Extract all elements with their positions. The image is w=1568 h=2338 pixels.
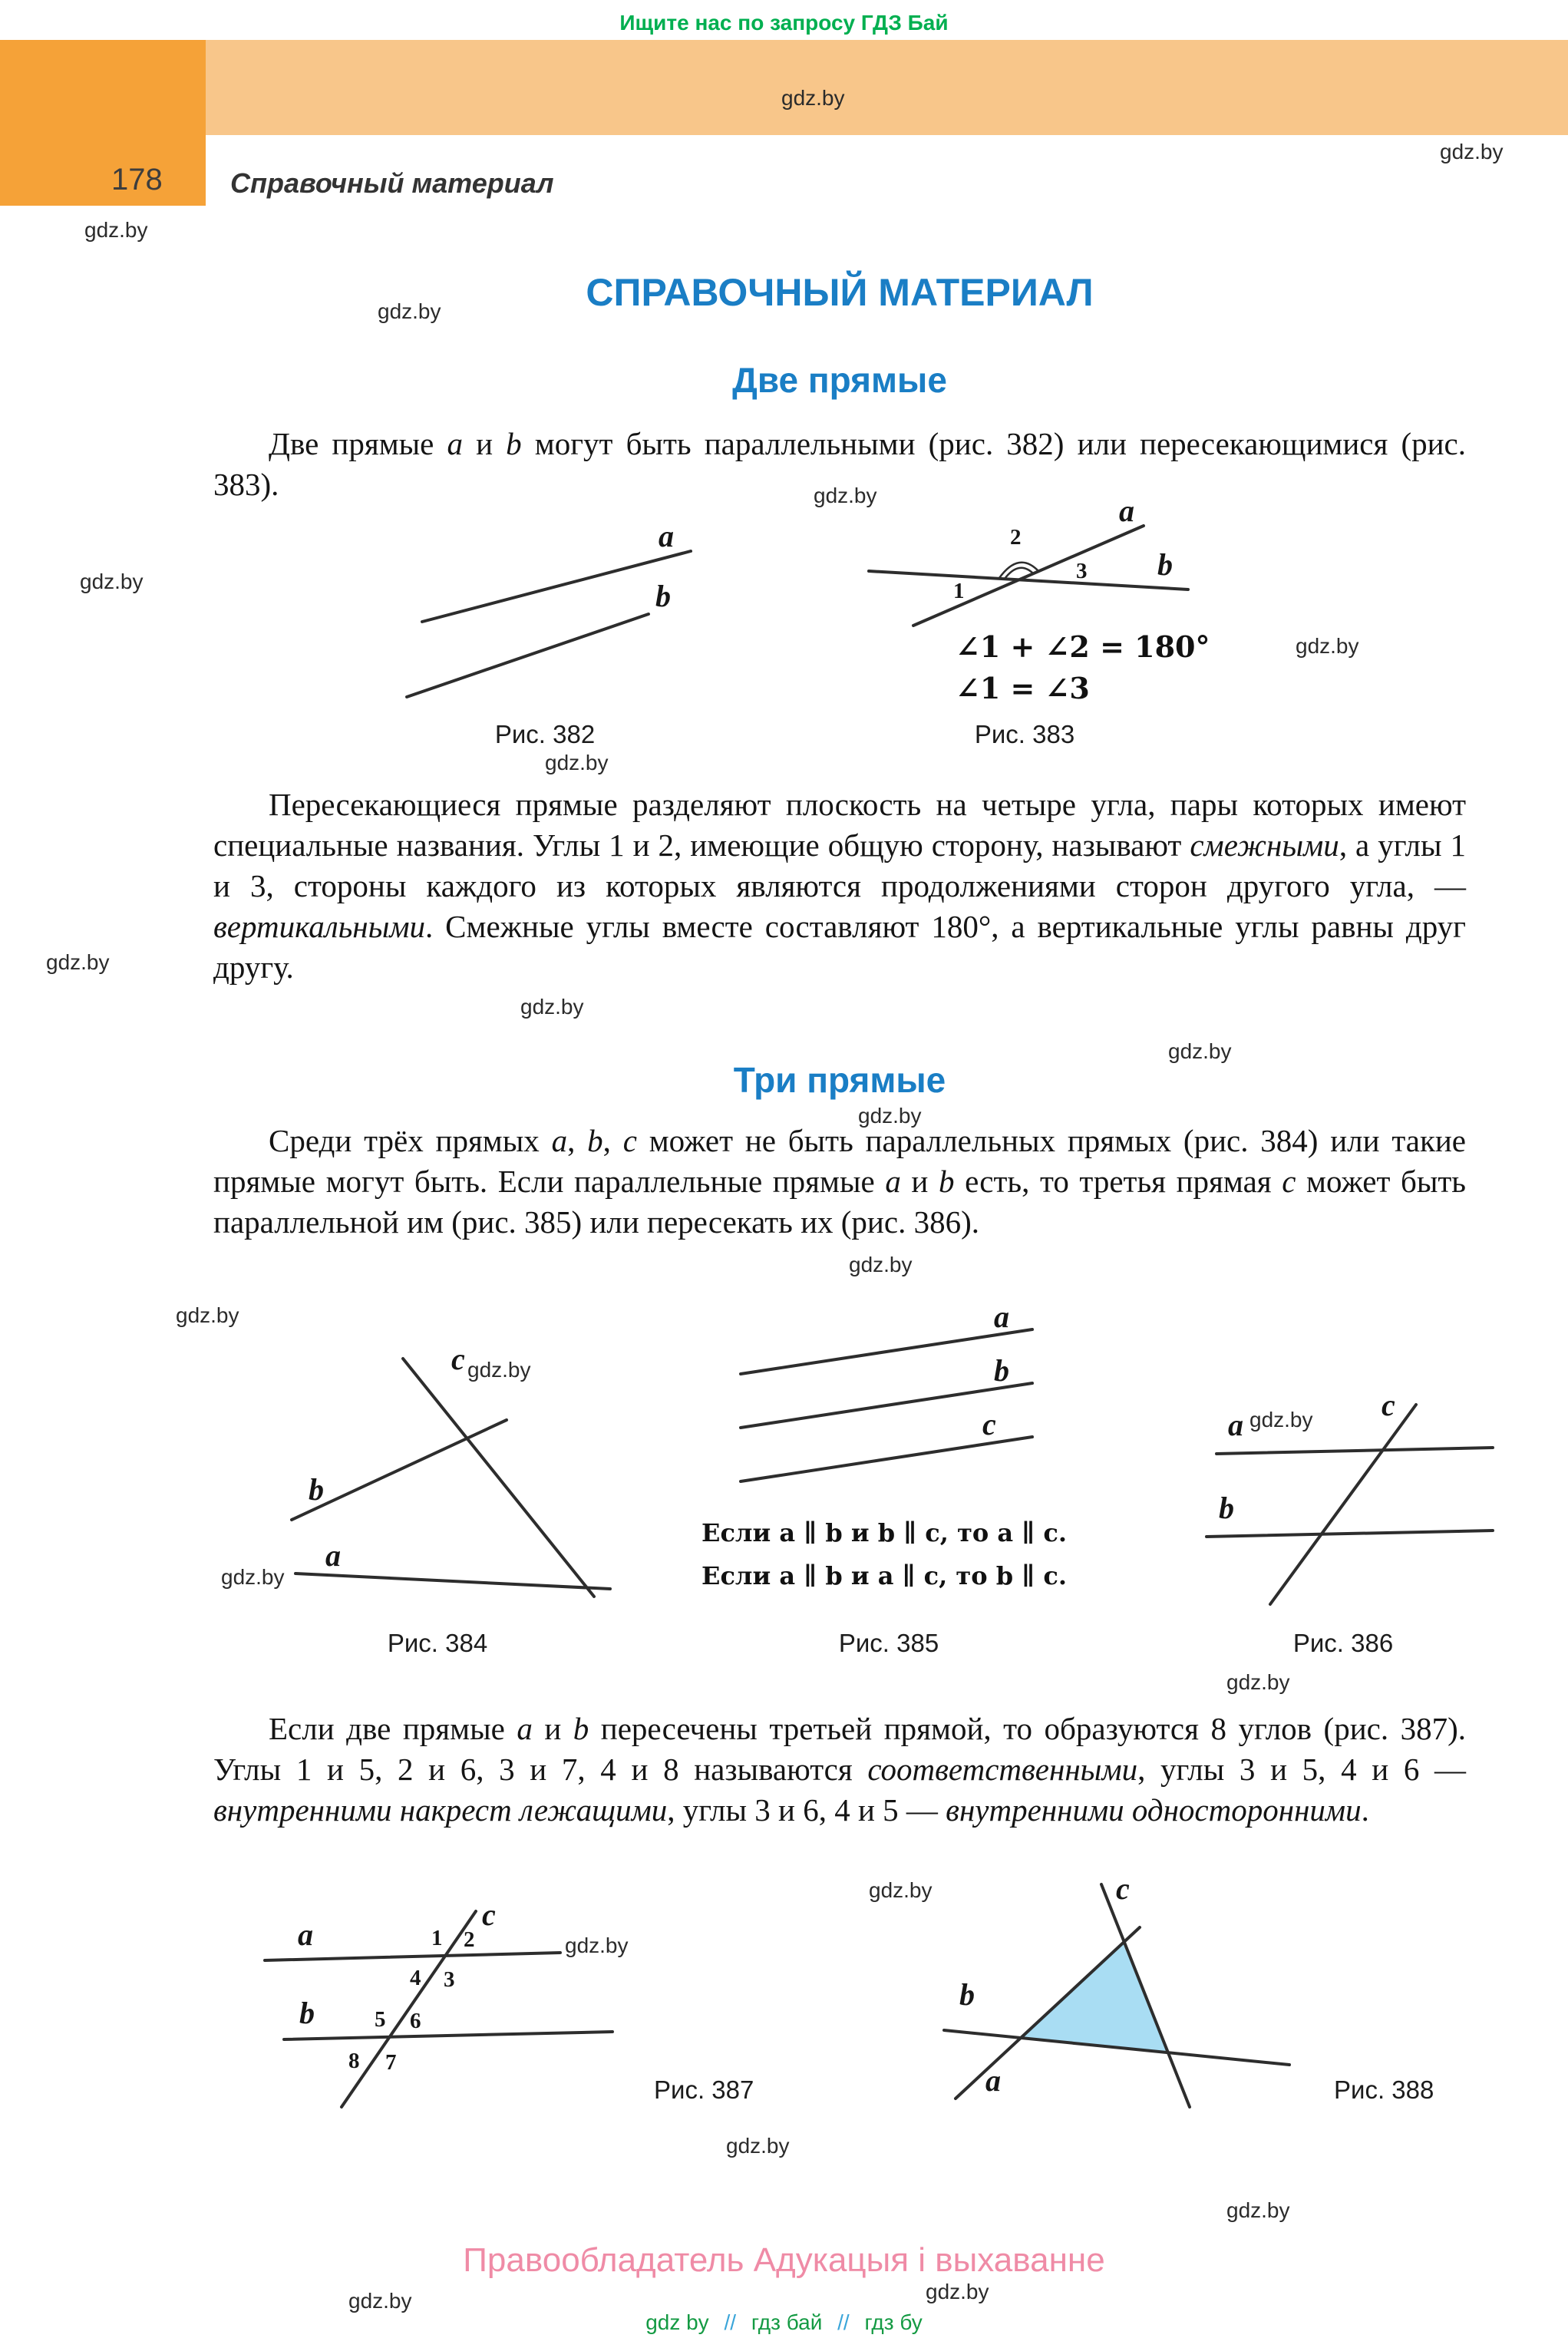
angle-arc [999, 563, 1039, 578]
line-a [422, 551, 691, 622]
figure-382-drawing [376, 530, 714, 714]
text-segment: . Смежные углы вместе составляют 180°, а вертикальные углы равны друг другу. [213, 909, 1466, 985]
gdzby-watermark: gdz.by [46, 950, 110, 974]
line-a [741, 1329, 1032, 1374]
label-b: b [1157, 547, 1173, 582]
text-segment: b [573, 1711, 589, 1746]
text-segment: a [517, 1711, 533, 1746]
label-c: c [482, 1897, 496, 1932]
label-c: c [451, 1342, 465, 1376]
gdzby-watermark: gdz.by [221, 1565, 285, 1589]
gdzby-watermark: gdz.by [1296, 634, 1359, 658]
text-segment: вертикальными [213, 909, 426, 944]
line-b [292, 1420, 507, 1520]
figure-385-caption: Рис. 385 [838, 1629, 939, 1657]
angle-arc [1005, 568, 1034, 579]
figure-383-drawing [860, 503, 1243, 649]
gdzby-watermark: gdz.by [520, 995, 584, 1019]
line-b [869, 571, 1188, 589]
angle-formula-equal: ∠1 = ∠3 [956, 671, 1090, 705]
line-c [741, 1437, 1032, 1481]
footer-separator: // [837, 2310, 850, 2334]
text-segment: и [532, 1711, 573, 1746]
text-segment: пересечены третьей прямой, то образуются 8 углов (рис. 387). Углы 1 и 5, 2 и 6, 3 и 7, 4 и 8 называются [213, 1711, 1466, 1787]
footer-link-gdz-by[interactable]: gdz by [645, 2310, 709, 2334]
text-segment: может быть параллельной им (рис. 385) или пересекать их (рис. 386). [213, 1164, 1466, 1240]
top-banner: Ищите нас по запросу ГДЗ Бай [619, 11, 949, 35]
text-segment: внутренними накрест лежащими [213, 1792, 668, 1828]
text-segment: , углы 3 и 5, 4 и 6 — [1137, 1752, 1466, 1787]
text-segment: . [1361, 1792, 1369, 1828]
gdzby-watermark: gdz.by [1226, 1670, 1290, 1694]
section-heading-two-lines: Две прямые [732, 360, 947, 400]
gdzby-watermark: gdz.by [1226, 2198, 1290, 2222]
line-a [265, 1953, 560, 1960]
gdzby-watermark: gdz.by [1168, 1039, 1232, 1063]
text-segment: соответственными [867, 1752, 1138, 1787]
text-segment: b [506, 426, 522, 461]
figure-386-drawing [1197, 1389, 1535, 1612]
text-segment: a [551, 1123, 568, 1158]
gdzby-watermark: gdz.by [926, 2280, 989, 2303]
text-segment: a [447, 426, 463, 461]
angle-number-1: 1 [953, 579, 965, 603]
text-segment: Среди трёх прямых [269, 1123, 552, 1158]
text-segment: , а углы 1 и 3, стороны каждого из которых являются продолжениями сторон другого угла, — [213, 827, 1466, 903]
gdzby-watermark: gdz.by [565, 1933, 629, 1957]
label-b: b [309, 1472, 324, 1507]
main-title: СПРАВОЧНЫЙ МАТЕРИАЛ [586, 271, 1094, 314]
section-heading-three-lines: Три прямые [733, 1060, 946, 1100]
text-segment: Пересекающиеся прямые разделяют плоскость на четыре угла, пары которых имеют специальные названия. Углы 1 и 2, имеющие общую сторону, называют [213, 787, 1466, 863]
figure-387-drawing [253, 1888, 637, 2118]
header-title: Справочный материал [230, 167, 554, 199]
text-segment: и [900, 1164, 939, 1199]
angle-number-3: 3 [1076, 559, 1088, 583]
angle-number-7: 7 [385, 2050, 397, 2075]
gdzby-watermark: gdz.by [849, 1253, 913, 1276]
figure-382-caption: Рис. 382 [494, 720, 596, 748]
label-a: a [985, 2063, 1001, 2098]
figure-386-caption: Рис. 386 [1292, 1629, 1394, 1657]
label-a: a [298, 1917, 313, 1952]
gdzby-watermark: gdz.by [726, 2134, 790, 2158]
label-a: a [659, 530, 674, 553]
parallel-rule-2: Если a ∥ b и a ∥ c, то b ∥ c. [701, 1561, 1067, 1590]
angle-number-6: 6 [410, 2009, 421, 2033]
gdzby-watermark: gdz.by [814, 484, 877, 507]
figure-387-caption: Рис. 387 [654, 2075, 754, 2104]
label-b: b [655, 579, 671, 613]
line-a [1216, 1448, 1493, 1454]
page-number: 178 [111, 163, 163, 196]
text-segment: Если две прямые [269, 1711, 517, 1746]
label-b: b [959, 1977, 975, 2012]
label-c: c [1116, 1871, 1130, 1906]
gdzby-watermark: gdz.by [467, 1358, 531, 1382]
figure-385-drawing [729, 1309, 1051, 1493]
label-b: b [299, 1996, 315, 2030]
paragraph-three-lines [213, 1121, 1466, 1243]
gdzby-watermark: gdz.by [869, 1878, 933, 1902]
text-segment: b [587, 1123, 603, 1158]
footer-link-gdz-bai[interactable]: гдз бай [751, 2310, 823, 2334]
text-segment: a [885, 1164, 901, 1199]
footer-separator: // [724, 2310, 737, 2334]
text-segment: b [938, 1164, 955, 1199]
angle-number-3: 3 [444, 1967, 455, 1992]
angle-number-5: 5 [375, 2007, 386, 2032]
angle-number-8: 8 [348, 2049, 360, 2073]
copyright-line: Правообладатель Адукацыя і выхаванне [463, 2241, 1105, 2279]
label-b: b [1219, 1491, 1234, 1525]
line-b [1207, 1531, 1493, 1537]
figure-383-caption: Рис. 383 [974, 720, 1075, 748]
gdzby-watermark: gdz.by [1249, 1408, 1313, 1432]
figure-384-caption: Рис. 384 [387, 1629, 488, 1657]
gdzby-watermark: gdz.by [781, 86, 845, 110]
angle-number-2: 2 [1010, 525, 1022, 550]
paragraph-eight-angles [213, 1709, 1466, 1831]
figure-384-drawing [261, 1320, 629, 1612]
label-c: c [1381, 1389, 1395, 1422]
footer-links [0, 2310, 1568, 2335]
figure-388-drawing [921, 1865, 1305, 2118]
gdzby-watermark: gdz.by [80, 570, 144, 593]
label-a: a [325, 1538, 341, 1573]
label-c: c [982, 1407, 996, 1441]
angle-number-4: 4 [410, 1966, 421, 1990]
text-segment: смежными [1190, 827, 1339, 863]
label-b: b [994, 1353, 1009, 1388]
parallel-rule-1: Если a ∥ b и b ∥ c, то a ∥ c. [701, 1518, 1067, 1547]
text-segment: c [622, 1123, 637, 1158]
gdzby-watermark: gdz.by [378, 299, 441, 323]
text-segment: , [602, 1123, 623, 1158]
gdzby-watermark: gdz.by [1440, 140, 1504, 163]
paragraph-two-lines [213, 424, 1466, 505]
page-number-tab [0, 40, 206, 206]
line-b [284, 2032, 612, 2039]
angle-formula-sum: ∠1 + ∠2 = 180° [956, 629, 1210, 664]
line-c [1270, 1405, 1416, 1604]
text-segment: c [1282, 1164, 1296, 1199]
line-c [403, 1359, 594, 1597]
text-segment: может не быть параллельных прямых (рис. 384) или такие прямые могут быть. Если параллельные прямые [213, 1123, 1467, 1199]
text-segment: могут быть параллельными (рис. 382) или пересекающимися (рис. 383). [213, 426, 1467, 502]
text-segment: , углы 3 и 6, 4 и 5 — [667, 1792, 946, 1828]
footer-link-gdz-bu[interactable]: гдз бу [864, 2310, 923, 2334]
angle-number-2: 2 [464, 1927, 475, 1952]
line-a [295, 1574, 610, 1589]
label-a: a [1119, 503, 1134, 528]
label-a: a [994, 1309, 1009, 1334]
text-segment: внутренними односторонними [946, 1792, 1362, 1828]
gdzby-watermark: gdz.by [858, 1104, 922, 1128]
gdzby-watermark: gdz.by [84, 218, 148, 242]
text-segment: и [463, 426, 507, 461]
paragraph-adjacent-vertical-angles [213, 784, 1466, 988]
label-a: a [1228, 1408, 1243, 1442]
gdzby-watermark: gdz.by [545, 751, 609, 774]
text-segment: есть, то третья прямая [954, 1164, 1282, 1199]
gdzby-watermark: gdz.by [348, 2289, 412, 2313]
angle-number-1: 1 [431, 1926, 443, 1950]
figure-388-caption: Рис. 388 [1334, 2075, 1434, 2104]
line-c [342, 1911, 476, 2107]
line-b [407, 614, 649, 697]
text-segment: Две прямые [269, 426, 447, 461]
text-segment: , [567, 1123, 588, 1158]
gdzby-watermark: gdz.by [176, 1303, 239, 1327]
